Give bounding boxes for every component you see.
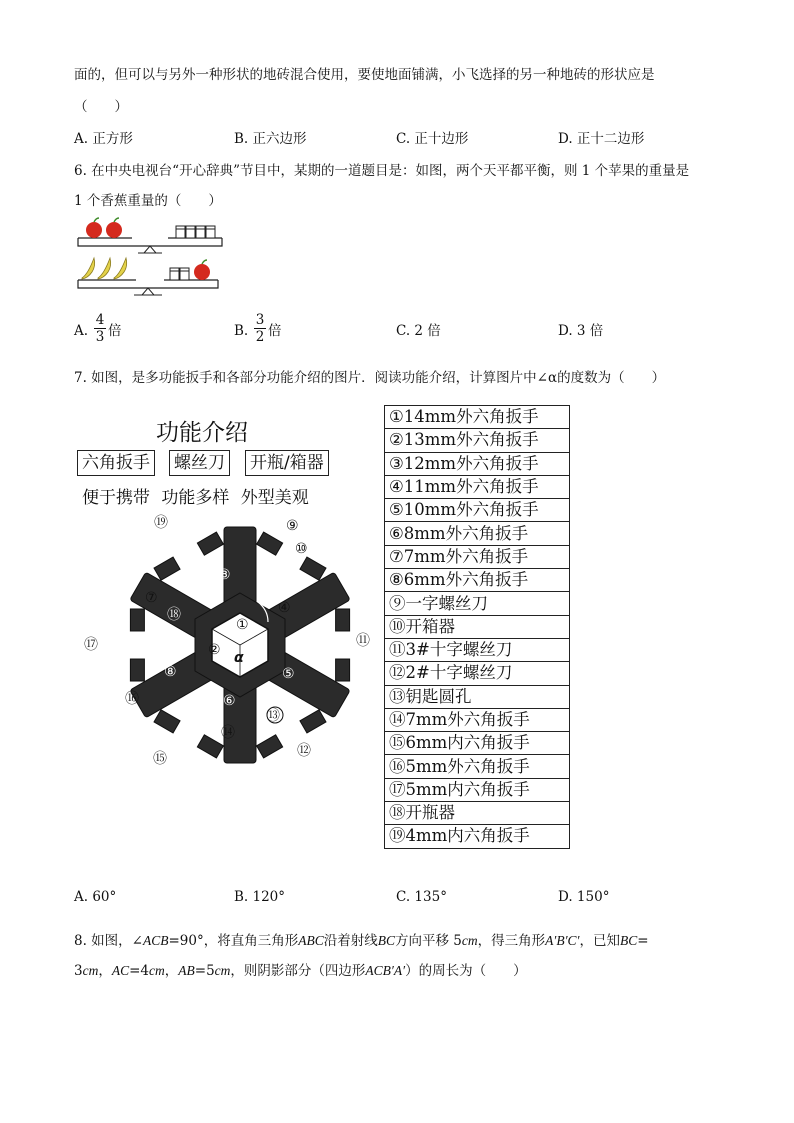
wrench-label-18: ⑱ [167,607,181,623]
function-item: ⑱开瓶器 [385,802,570,825]
function-item: ⑤10mm外六角扳手 [385,499,570,522]
function-item: ⑨一字螺丝刀 [385,592,570,615]
function-item: ⑭7mm外六角扳手 [385,708,570,731]
function-item: ⑩开箱器 [385,615,570,638]
table-row [385,499,570,522]
q5-option-b: B. 正六边形 [234,131,307,147]
angle-alpha-label: α [234,650,244,666]
wrench-label-2: ② [208,642,221,658]
wrench-label-17: ⑰ [84,637,98,653]
q5-option-a: A. 正方形 [74,131,133,147]
table-row [385,406,570,429]
wrench-label-1: ① [236,617,249,633]
table-row [385,569,570,592]
wrench-label-16: ⑯ [125,691,139,707]
q6-option-a-fraction [93,312,107,345]
table-row [385,755,570,778]
table-row [385,592,570,615]
table-row [385,452,570,475]
q6-option-c: C. 2 倍 [396,323,441,339]
q6-option-d: D. 3 倍 [558,323,604,339]
q6-option-a-label: A. [74,323,89,339]
q6-option-b-fraction [253,312,267,345]
wrench-label-15: ⑮ [153,751,167,767]
function-item: ⑬钥匙圆孔 [385,685,570,708]
q5-answer-blank: （ ） [74,99,128,115]
q7-option-a: A. 60° [74,889,117,905]
wrench-label-7: ⑦ [145,590,158,606]
apple-icon [106,218,122,238]
intro-box-bottle-opener: 开瓶/箱器 [245,450,329,476]
q6-text-line2: 1 个香蕉重量的（ ） [74,193,222,209]
function-item: ⑯5mm外六角扳手 [385,755,570,778]
table-row [385,708,570,731]
wrench-label-12: ⑫ [297,743,311,759]
function-item: ②13mm外六角扳手 [385,429,570,452]
function-item: ⑰5mm内六角扳手 [385,778,570,801]
intro-features: 便于携带 功能多样 外型美观 [82,488,309,508]
q5-option-c: C. 正十边形 [396,131,469,147]
q7-option-d: D. 150° [558,889,610,905]
q5-text-line1: 面的，但可以与另外一种形状的地砖混合使用，要使地面铺满，小飞选择的另一种地砖的形状应是 [74,67,655,83]
wrench-label-10: ⑩ [295,541,308,557]
q6-option-b-suffix: 倍 [268,323,282,339]
wrench-label-19: ⑲ [154,515,168,531]
function-item: ③12mm外六角扳手 [385,452,570,475]
wrench-label-8: ⑧ [164,664,177,680]
top-balance-scale [78,218,222,253]
balance-scales-figure [72,214,228,304]
q6-text-line1: 6. 在中央电视台“开心辞典”节目中，某期的一道题目是：如图，两个天平都平衡，则 1 个苹果的重量是 [74,163,690,179]
fraction-numerator: 3 [255,312,265,328]
function-item: ⑫2#十字螺丝刀 [385,662,570,685]
table-row [385,429,570,452]
q5-option-d: D. 正十二边形 [558,131,645,147]
function-item: ⑧6mm外六角扳手 [385,569,570,592]
table-row [385,522,570,545]
table-row [385,638,570,661]
banana-icon [82,258,127,279]
table-row [385,825,570,848]
q7-text-line1: 7. 如图，是多功能扳手和各部分功能介绍的图片．阅读功能介绍，计算图片中∠α的度数为（ ） [74,370,666,386]
table-row [385,802,570,825]
apple-icon [194,260,210,280]
table-row [385,732,570,755]
wrench-label-3: ③ [218,567,231,583]
function-item: ⑥8mm外六角扳手 [385,522,570,545]
weight-block-icon [170,268,189,280]
function-item: ⑮6mm内六角扳手 [385,732,570,755]
wrench-label-4: ④ [278,600,291,616]
q7-option-b: B. 120° [234,889,286,905]
wrench-label-11: ⑪ [356,633,370,649]
q7-option-c: C. 135° [396,889,447,905]
wrench-label-5: ⑤ [282,666,295,682]
q6-option-a-suffix: 倍 [108,323,122,339]
apple-icon [86,218,102,238]
table-row [385,778,570,801]
function-list-table [384,405,570,849]
function-intro-title: 功能介绍 [156,420,248,446]
q6-option-b-label: B. [234,323,249,339]
q8-text-line2: 3cm，AC=4cm，AB=5cm，则阴影部分（四边形ACB′A′）的周长为（ ） [74,963,527,979]
table-row [385,662,570,685]
q8-text-line1: 8. 如图，∠ACB=90°，将直角三角形ABC沿着射线BC方向平移 5cm，得三角形A′B′C′，已知BC= [74,933,649,949]
weight-block-icon [176,226,215,238]
function-item: ⑲4mm内六角扳手 [385,825,570,848]
intro-box-screwdriver: 螺丝刀 [169,450,230,476]
wrench-label-14: ⑭ [221,725,235,741]
fraction-denominator: 2 [255,329,265,345]
bottom-balance-scale [78,258,218,295]
table-row [385,475,570,498]
fraction-denominator: 3 [95,329,105,345]
table-row [385,685,570,708]
wrench-label-9: ⑨ [286,518,299,534]
table-row [385,615,570,638]
function-item: ①14mm外六角扳手 [385,406,570,429]
function-item: ⑦7mm外六角扳手 [385,545,570,568]
function-item: ④11mm外六角扳手 [385,475,570,498]
function-item: ⑪3#十字螺丝刀 [385,638,570,661]
intro-box-hex-wrench: 六角扳手 [77,450,155,476]
table-row [385,545,570,568]
wrench-label-6: ⑥ [223,693,236,709]
fraction-numerator: 4 [95,312,105,328]
wrench-label-13: ⑬ [266,708,280,724]
